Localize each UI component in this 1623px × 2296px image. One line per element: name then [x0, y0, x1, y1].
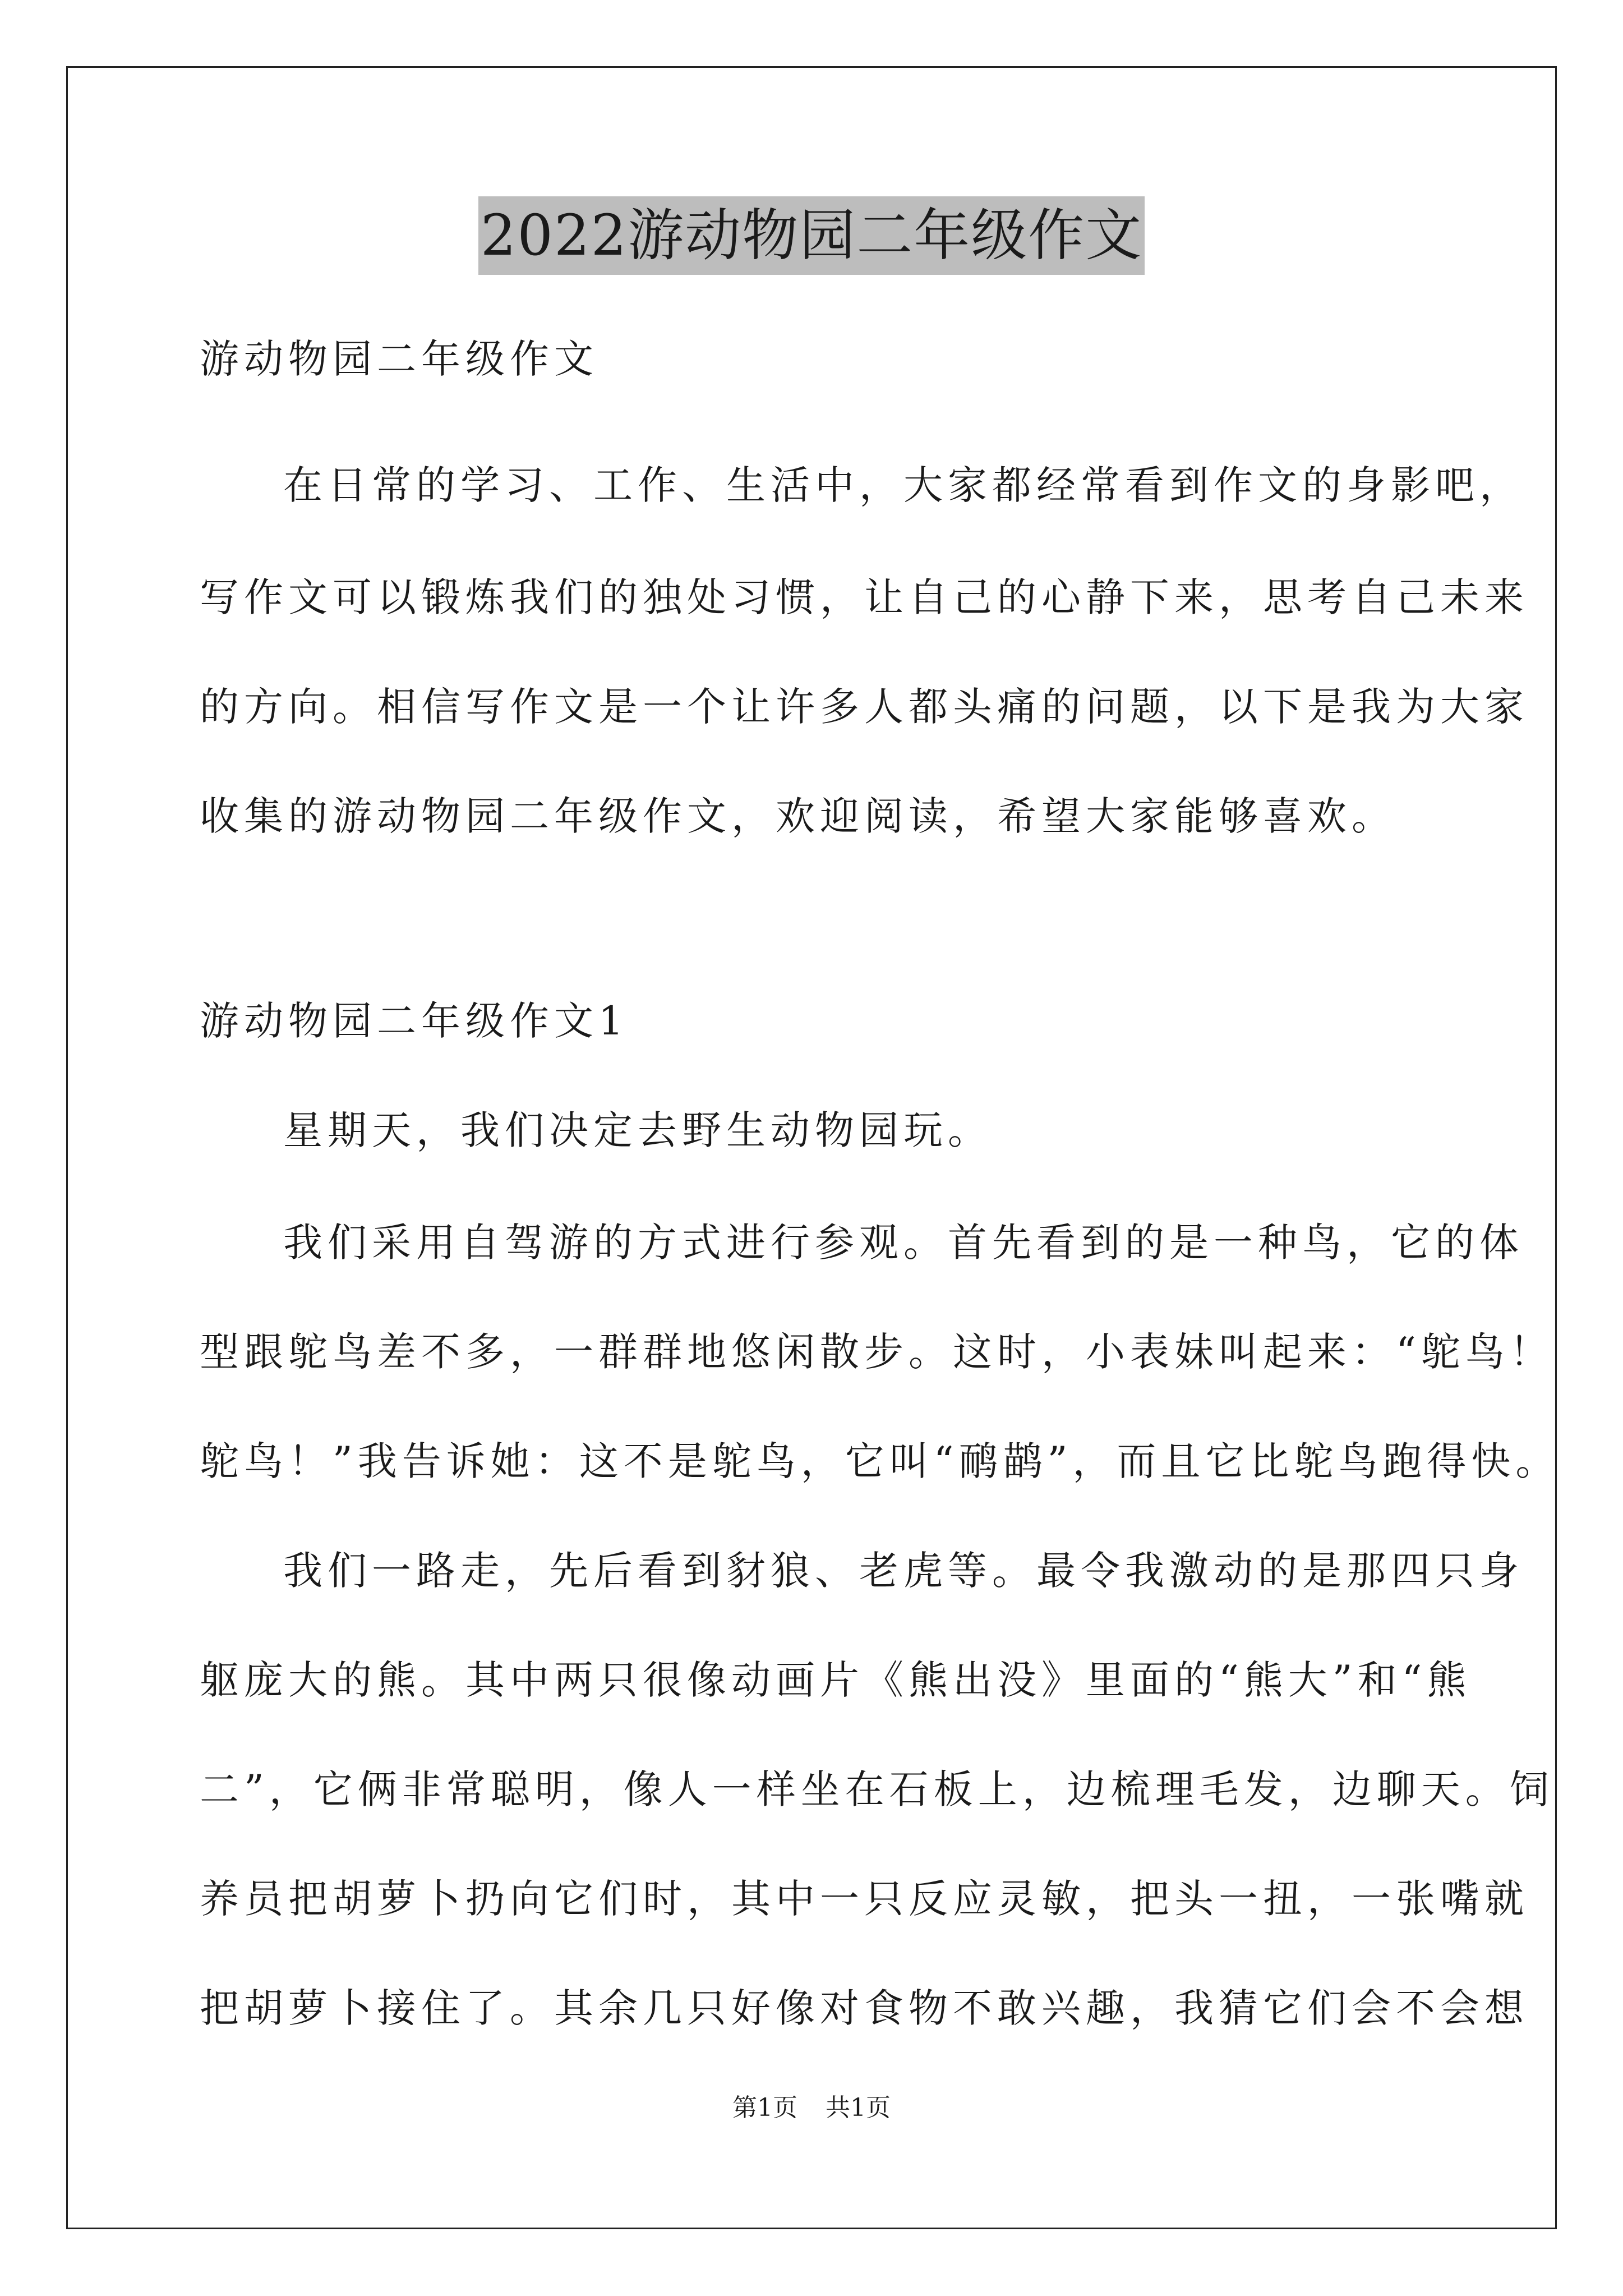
paragraph-line: 收集的游动物园二年级作文，欢迎阅读，希望大家能够喜欢。 — [200, 793, 1396, 839]
paragraph-line: 把胡萝卜接住了。其余几只好像对食物不敢兴趣，我猜它们会不会想 — [200, 1985, 1529, 2031]
paragraph-line: 的方向。相信写作文是一个让许多人都头痛的问题，以下是我为大家 — [200, 684, 1529, 730]
paragraph-line: 写作文可以锻炼我们的独处习惯，让自己的心静下来，思考自己未来 — [200, 574, 1529, 620]
page-total: 共1页 — [826, 2093, 891, 2122]
paragraph-line: 在日常的学习、工作、生活中，大家都经常看到作文的身影吧， — [283, 462, 1524, 508]
paragraph-line: 养员把胡萝卜扔向它们时，其中一只反应灵敏，把头一扭，一张嘴就 — [200, 1876, 1529, 1922]
paragraph-line: 我们一路走，先后看到豺狼、老虎等。最令我激动的是那四只身 — [283, 1548, 1524, 1594]
paragraph-line: 型跟鸵鸟差不多，一群群地悠闲散步。这时，小表妹叫起来：“鸵鸟！ — [200, 1329, 1554, 1375]
page-footer — [0, 2091, 1623, 2125]
document-title[interactable]: 2022游动物园二年级作文 — [478, 196, 1145, 275]
paragraph-line: 鸵鸟！”我告诉她：这不是鸵鸟，它叫“鸸鹋”，而且它比鸵鸟跑得快。 — [200, 1438, 1560, 1484]
paragraph-line: 二”，它俩非常聪明，像人一样坐在石板上，边梳理毛发，边聊天。饲 — [200, 1766, 1554, 1812]
paragraph-line: 星期天，我们决定去野生动物园玩。 — [283, 1107, 992, 1153]
section-heading-intro: 游动物园二年级作文 — [200, 336, 598, 382]
section-heading-essay-1: 游动物园二年级作文1 — [200, 998, 629, 1044]
title-area — [0, 196, 1623, 275]
paragraph-line: 躯庞大的熊。其中两只很像动画片《熊出没》里面的“熊大”和“熊 — [200, 1657, 1472, 1703]
page-number: 第1页 — [732, 2093, 797, 2122]
paragraph-line: 我们采用自驾游的方式进行参观。首先看到的是一种鸟，它的体 — [283, 1220, 1524, 1266]
